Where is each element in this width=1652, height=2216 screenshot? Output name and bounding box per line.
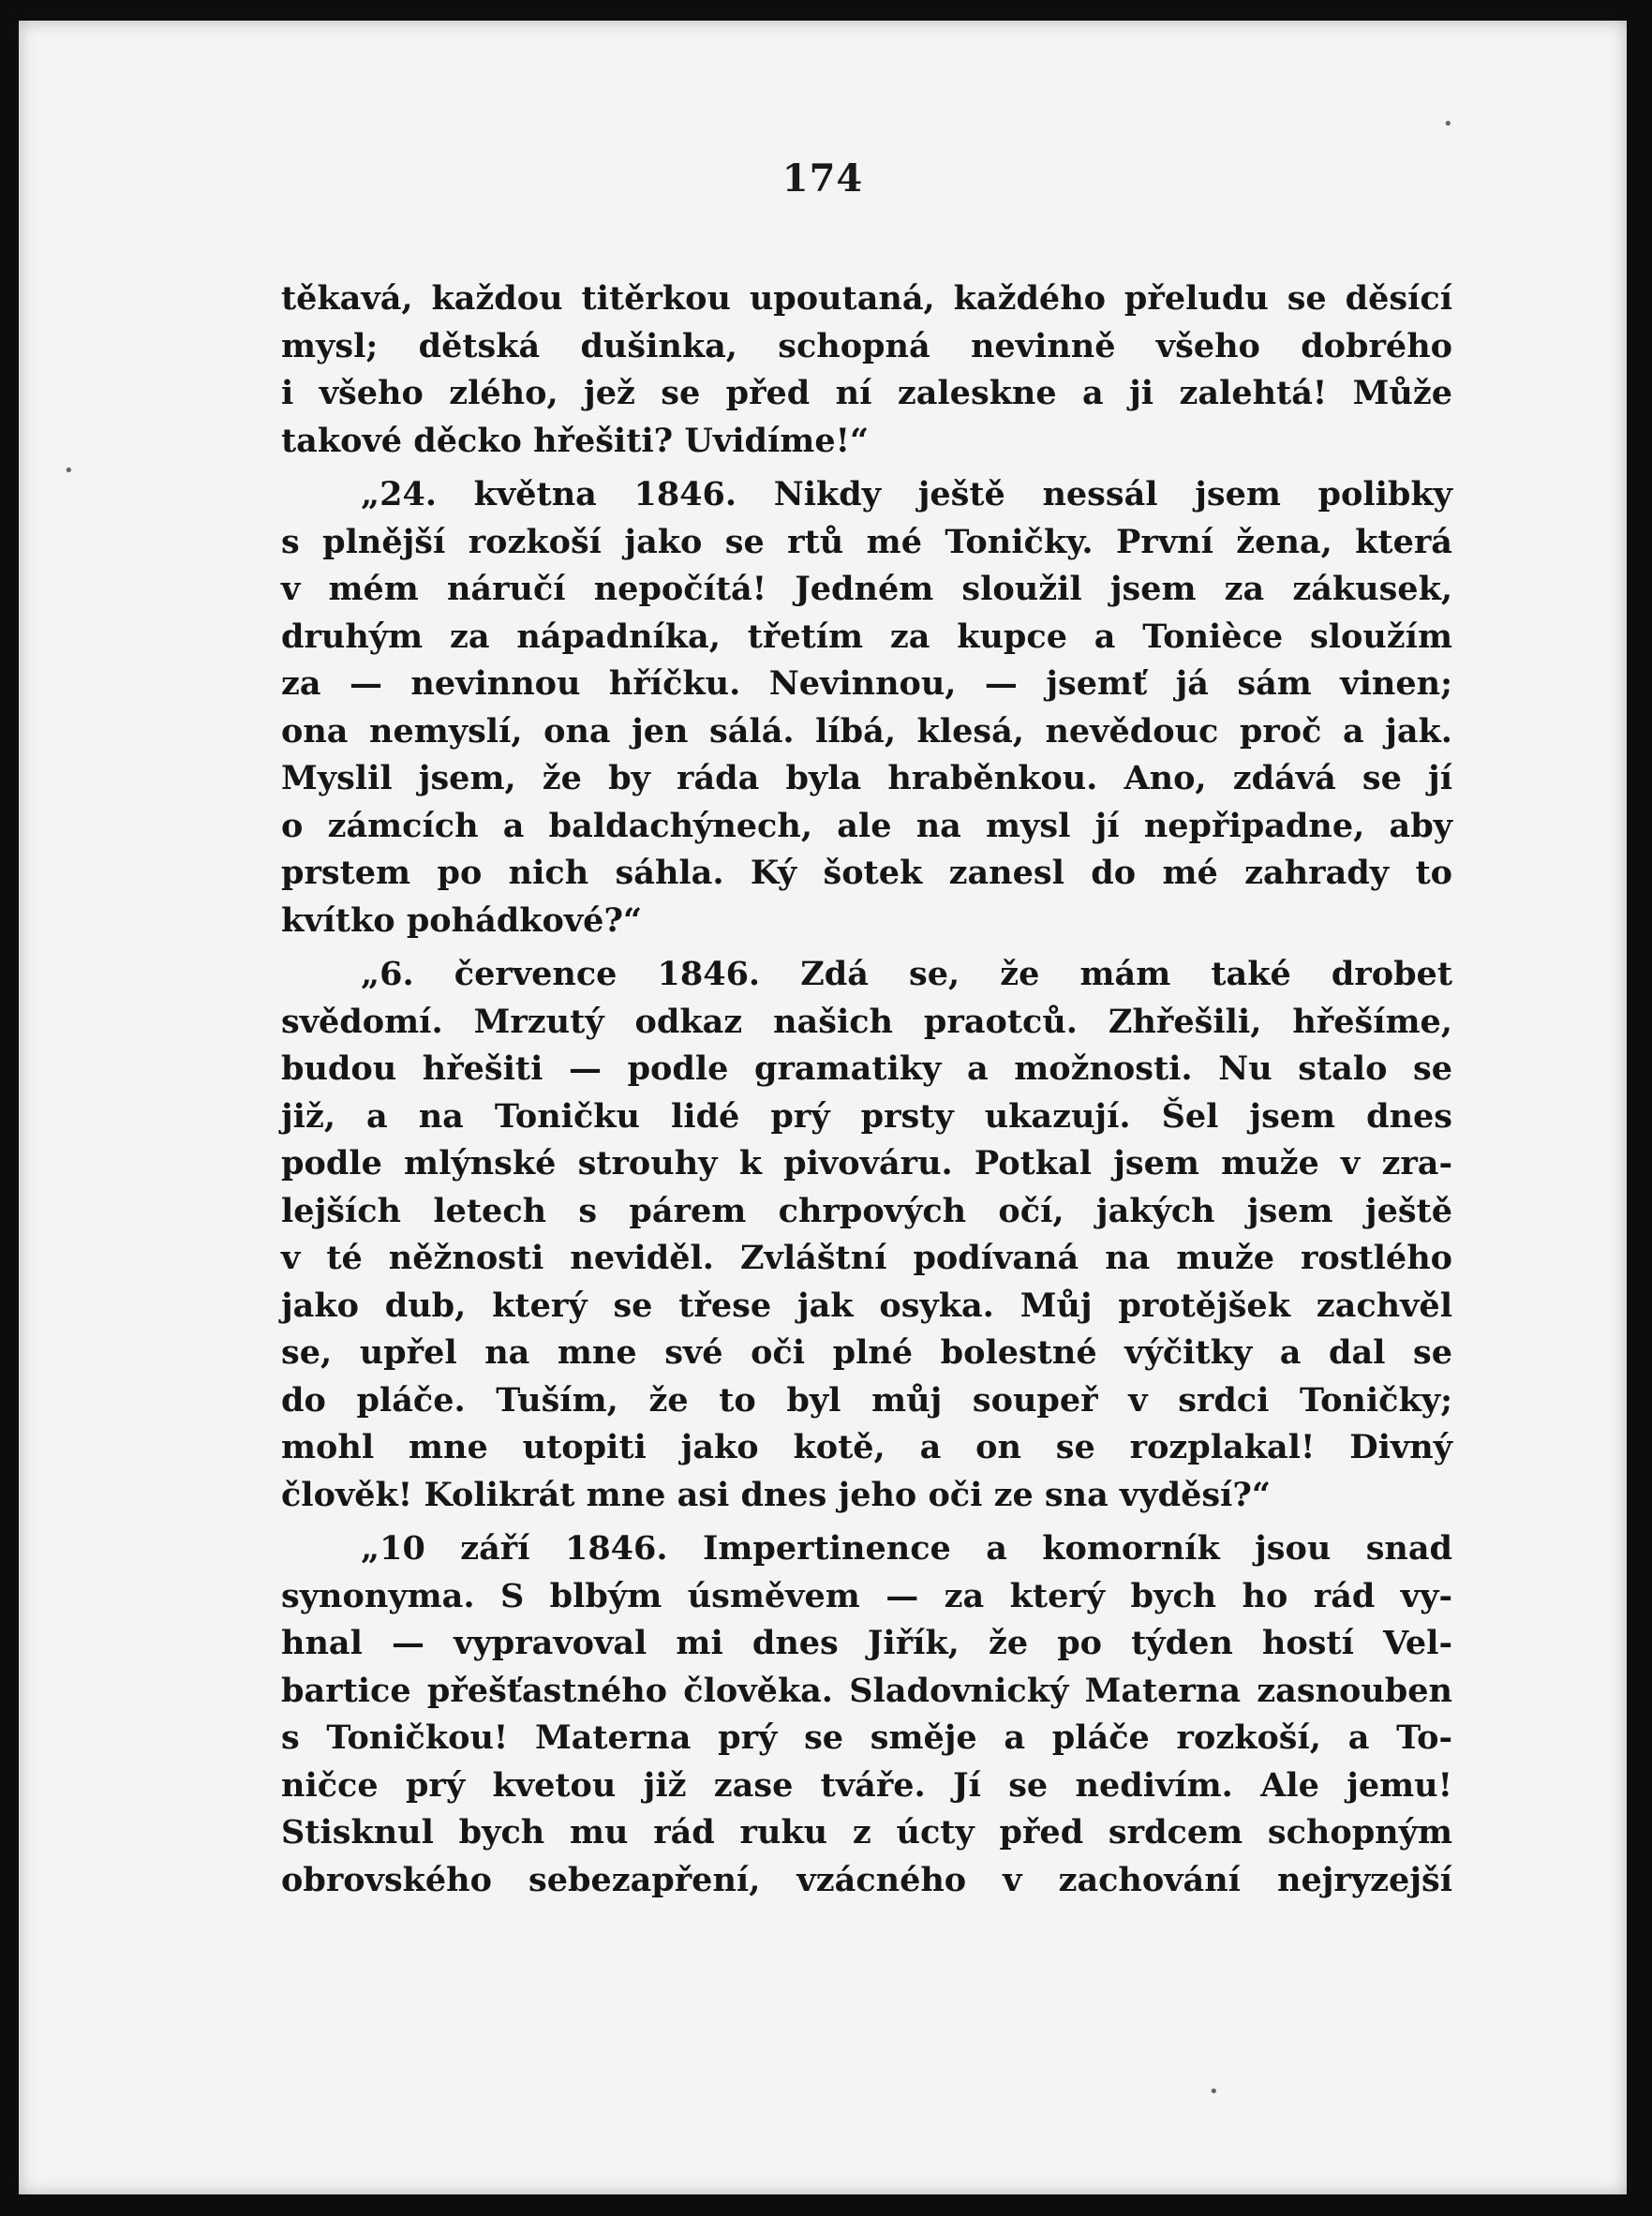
text-line: v mém náručí nepočítá! Jedném sloužil jsem za zákusek,	[281, 570, 1452, 608]
text-line: i všeho zlého, jež se před ní zaleskne a ji zalehtá! Může	[281, 374, 1452, 412]
text-line: synonyma. S blbým úsměvem — za který bych ho rád vy-	[281, 1576, 1452, 1615]
text-line: ničce prý kvetou již zase tváře. Jí se nedivím. Ale jemu!	[281, 1765, 1452, 1805]
text-line: druhým za nápadníka, třetím za kupce a Tonièce sloužím	[281, 617, 1452, 656]
page-number: 174	[781, 156, 864, 201]
text-line: bartice přešťastného člověka. Sladovnický Materna zasnouben	[281, 1671, 1452, 1710]
text-line: těkavá, každou titěrkou upoutaná, každého přeludu se děsící	[281, 279, 1452, 318]
scan-speck: •	[64, 461, 74, 481]
text-line: „6. července 1846. Zdá se, že mám také drobet	[361, 955, 1452, 993]
paragraph	[281, 275, 1452, 465]
text-line: se, upřel na mne své oči plné bolestné výčitky a dal se	[281, 1333, 1452, 1372]
text-line: svědomí. Mrzutý odkaz našich praotců. Zhřešili, hřešíme,	[281, 1002, 1452, 1041]
text-line: hnal — vypravoval mi dnes Jiřík, že po týden hostí Vel-	[281, 1624, 1452, 1662]
scan-speck: •	[1209, 2082, 1219, 2102]
text-line: ona nemyslí, ona jen sálá. líbá, klesá, nevědouc proč a jak.	[281, 711, 1452, 751]
text-line: podle mlýnské strouhy k pivováru. Potkal jsem muže v zra-	[281, 1144, 1452, 1182]
paragraph	[281, 1525, 1452, 1904]
text-line: v té něžnosti neviděl. Zvláštní podívaná na muže rostlého	[281, 1239, 1452, 1277]
text-line: „10 září 1846. Impertinence a komorník jsou snad	[361, 1529, 1452, 1568]
text-line: jako dub, který se třese jak osyka. Můj protějšek zachvěl	[281, 1286, 1452, 1325]
book-page	[19, 21, 1627, 2194]
text-line: „24. května 1846. Nikdy ještě nessál jsem polibky	[361, 475, 1452, 513]
text-line: za — nevinnou hříčku. Nevinnou, — jsemť já sám vinen;	[281, 664, 1452, 703]
scan-speck: •	[1443, 114, 1453, 134]
body-text	[281, 275, 1452, 1911]
text-line: takové děcko hřešiti? Uvidíme!“	[281, 421, 870, 460]
text-line: mohl mne utopiti jako kotě, a on se rozplakal! Divný	[281, 1428, 1452, 1466]
text-line: prstem po nich sáhla. Ký šotek zanesl do mé zahrady to	[281, 854, 1452, 892]
text-line: Myslil jsem, že by ráda byla hraběnkou. Ano, zdává se jí	[281, 759, 1452, 797]
paragraph	[281, 471, 1452, 944]
text-line: lejších letech s párem chrpových očí, jakých jsem ještě	[281, 1191, 1452, 1230]
text-line: do pláče. Tuším, že to byl můj soupeř v srdci Toničky;	[281, 1380, 1452, 1420]
text-line: s Toničkou! Materna prý se směje a pláče rozkoší, a To-	[281, 1718, 1452, 1757]
text-line: o zámcích a baldachýnech, ale na mysl jí nepřipadne, aby	[281, 806, 1452, 845]
text-line: kvítko pohádkové?“	[281, 900, 643, 940]
text-line: obrovského sebezapření, vzácného v zachování nejryzejší	[281, 1860, 1452, 1899]
text-line: budou hřešiti — podle gramatiky a možnosti. Nu stalo se	[281, 1049, 1452, 1088]
text-line: s plnější rozkoší jako se rtů mé Toničky. První žena, která	[281, 522, 1452, 561]
text-line: již, a na Toničku lidé prý prsty ukazují. Šel jsem dnes	[281, 1096, 1452, 1136]
text-line: mysl; dětská dušinka, schopná nevinně všeho dobrého	[281, 326, 1452, 365]
text-line: Stisknul bych mu rád ruku z úcty před srdcem schopným	[281, 1813, 1452, 1852]
paragraph	[281, 951, 1452, 1519]
text-line: člověk! Kolikrát mne asi dnes jeho oči ze sna vyděsí?“	[281, 1475, 1271, 1514]
